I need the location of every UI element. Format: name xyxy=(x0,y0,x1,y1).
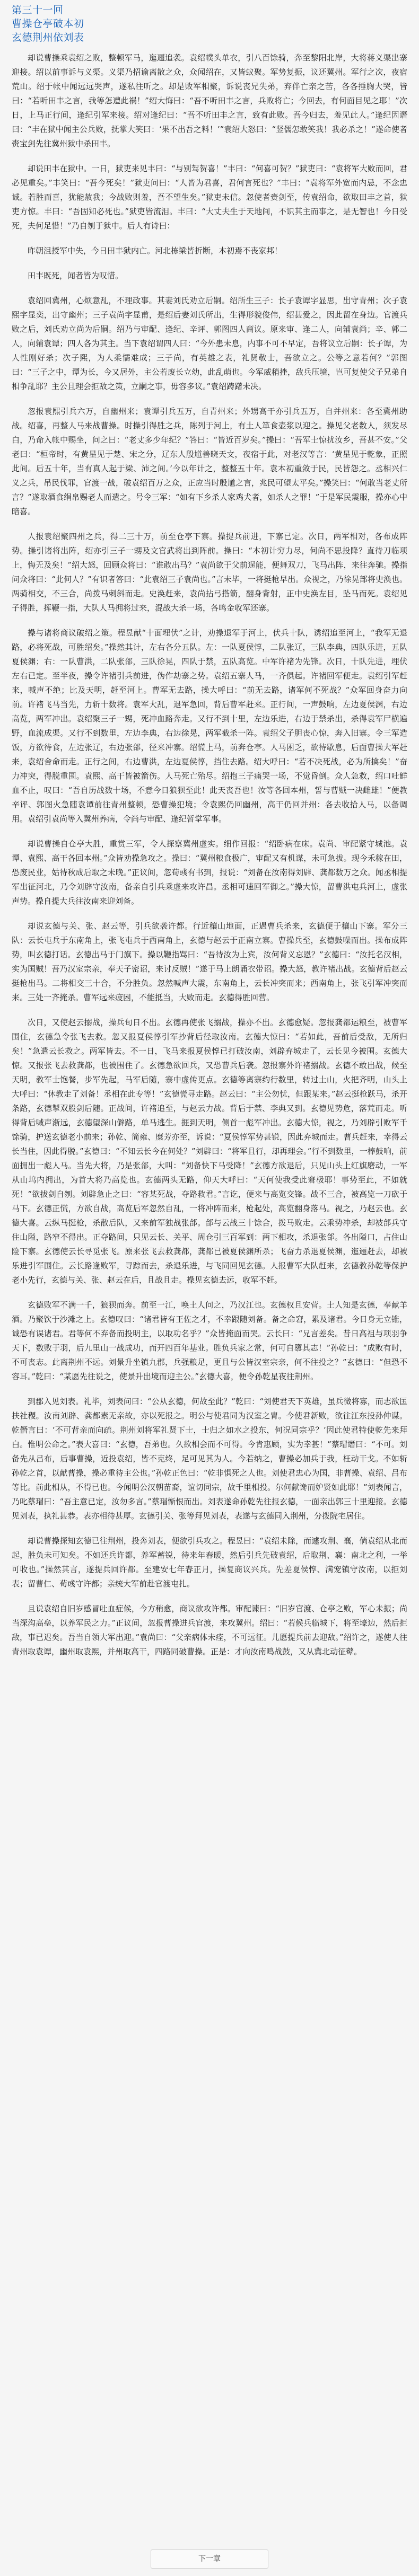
chapter-title-line-2: 玄德荆州依刘表 xyxy=(12,32,84,43)
paragraph: 忽报袁熙引兵六万，自幽州来；袁谭引兵五万，自青州来；外甥高干亦引兵五万，自并州来：各至冀州助战。绍喜，再整人马来战曹操。时操引得胜之兵，陈列于河上，有土人箪食壶浆以迎之。操见父老数人，须发尽白，乃命入帐中赐坐，问之曰：“老丈多少年纪？”答曰：“皆近百岁矣。”操曰：“吾军士惊扰汝乡，吾甚不安。”父老曰：“桓帝时，有黄星见于楚、宋之分，辽东人殷馗善晓天文，夜宿于此，对老汉等言：‘黄星见于乾象，正照此间。后五十年，当有真人起于梁、沛之间。’今以年计之，整整五十年。袁本初重敛于民，民皆怨之。丞相兴仁义之兵，吊民伐罪，官渡一战，破袁绍百万之众，正应当时殷馗之言，兆民可望太平矣。”操笑曰：“何敢当老丈所言？”遂取酒食绢帛赐老人而遣之。号令三军：“如有下乡杀人家鸡犬者，如杀人之罪！”于是军民震服，操亦心中暗喜。 xyxy=(12,407,407,516)
paragraph: 且说袁绍自旧岁感冒吐血症候，今方稍愈，商议欲攻许都。审配谏曰：“旧岁官渡、仓亭之败，军心未振；尚当深沟高垒，以养军民之力。”正议间，忽报曹操进兵官渡，来攻冀州。绍曰：“若候兵临城下，将至壕边，然后拒敌，事已迟矣。吾当自领大军出迎。”袁尚曰：“父亲病体未痊，不可远征。儿愿提兵前去迎敌。”绍许之，遂使人往青州取袁谭，幽州取袁熙，并州取高干，四路同破曹操。正是：才向汝南鸣战鼓，又从冀北动征鼙。 xyxy=(12,1604,407,1656)
paragraph: 田丰既死，闻者皆为叹惜。 xyxy=(28,271,124,280)
next-chapter-button[interactable]: 下一章 xyxy=(151,2549,268,2569)
paragraph: 却说曹操探知玄德已往荆州，投奔刘表，便欲引兵攻之。程昱曰：“袁绍未除，而遽攻荆、襄，倘袁绍从北而起，胜负未可知矣。不如还兵许都，养军蓄锐，待来年春暖，然后引兵先破袁绍，后取荆、襄：南北之利，一举可收也。”操然其言，遂提兵回许都。至建安七年春正月，操复商议兴兵。先差夏侯惇、满宠镇守汝南，以拒刘表；留曹仁、荀彧守许都；亲统大军前赴官渡屯扎。 xyxy=(12,1536,407,1589)
chapter-navigation xyxy=(0,2542,419,2576)
paragraph: 却说曹操乘袁绍之败，整顿军马，迤逦追袭。袁绍幞头单衣，引八百馀骑，奔至黎阳北岸，大将蒋义渠出寨迎接。绍以前事诉与义渠。义渠乃招谕离散之众，众闻绍在，又皆蚁聚。军势复振，议还冀州。军行之次，夜宿荒山。绍于帐中闻远远哭声，遂私往听之。却是败军相聚，诉说丧兄失弟，弃伴亡亲之苦，各各捶胸大哭，皆曰：“若听田丰之言，我等怎遭此祸！”绍大悔曰：“吾不听田丰之言，兵败将亡；今回去，有何面目见之耶！”次日，上马正行间，逢纪引军来接。绍对逢纪曰：“吾不听田丰之言，致有此败。吾今归去，羞见此人。”逢纪因谮曰：“丰在狱中闻主公兵败，抚掌大笑曰：‘果不出吾之料！’”袁绍大怒曰：“竖儒怎敢笑我！我必杀之！”遂命使者赍宝剑先往冀州狱中杀田丰。 xyxy=(12,53,407,148)
chapter-number: 第三十一回 xyxy=(12,4,64,16)
paragraph: 玄德败军不满一千，狼狈而奔。前至一江，唤土人问之，乃汉江也。玄德权且安营。土人知是玄德，奉献羊酒。乃聚饮于沙滩之上。玄德叹曰：“诸君皆有王佐之才，不幸跟随刘备。备之命窘，累及诸君。今日身无立锥，诚恐有误诸君。君等何不弃备而投明主，以取功名乎？”众皆掩面而哭。云长曰：“兄言差矣。昔日高祖与项羽争天下，数败于羽，后九里山一战成功，而开四百年基业。胜负兵家之常，何可自隳其志！”孙乾曰：“成败有时，不可丧志。此离荆州不远。刘景升坐镇九郡，兵强粮足，更且与公皆汉室宗亲，何不往投之？”玄德曰：“但恐不容耳。”乾曰：“某愿先往说之，使景升出境而迎主公。”玄德大喜，便令孙乾星夜往荆州。 xyxy=(12,1300,407,1381)
paragraph: 操与诸将商议破绍之策。程昱献“十面埋伏”之计，劝操退军于河上，伏兵十队，诱绍追至河上，“我军无退路，必将死战，可胜绍矣。”操然其计，左右各分五队。左：一队夏侯惇，二队张辽，三队李典，四队乐进，五队夏侯渊；右：一队曹洪，二队张郃，三队徐晃，四队于禁，五队高览。中军许褚为先锋。次日，十队先进，埋伏左右已定。至半夜，操令许褚引兵前进，伪作劫寨之势。袁绍五寨人马，一齐俱起。许褚回军便走。袁绍引军赶来，喊声不绝；比及天明，赶至河上。曹军无去路，操大呼曰：“前无去路，诸军何不死战？”众军回身奋力向前。许褚飞马当先，力斩十数将。袁军大乱，退军急回，背后曹军赶来。正行间，一声鼓响，左边夏侯渊，右边高览，两军冲出。袁绍聚三子一甥，死冲血路奔走。又行不到十里，左边乐进，右边于禁杀出，杀得袁军尸横遍野，血流成渠。又行不到数里，左边李典，右边徐晃，两军截杀一阵。袁绍父子胆丧心惊，奔入旧寨。令三军造饭，方欲待食，左边张辽，右边张郃，径来冲寨。绍慌上马，前奔仓亭。人马困乏，欲待歇息，后面曹操大军赶来，袁绍舍命而走。正行之间，右边曹洪，左边夏侯惇，挡住去路。绍大呼曰：“若不决死战，必为所擒矣！”奋力冲突，得脱重围。袁熙、高干皆被箭伤。人马死亡殆尽。绍抱三子痛哭一场，不觉昏倒。众人急救，绍口吐鲜血不止，叹曰：“吾自历战数十场，不意今日狼狈至此！此天丧吾也！汝等各回本州，誓与曹贼一决雌雄！”便教辛评、郭图火急随袁谭前往青州整顿，恐曹操犯境；令袁熙仍回幽州，高干仍回并州：各去收拾人马，以备调用。袁绍引袁尚等入冀州养病，令尚与审配、逢纪暂掌军事。 xyxy=(12,628,407,824)
paragraph: 却说曹操自仓亭大胜，重赏三军，令人探察冀州虚实。细作回报：“绍卧病在床。袁尚、审配紧守城池。袁谭、袁熙、高干各回本州。”众皆劝操急攻之。操曰：“冀州粮食极广，审配又有机谋，未可急拔。现今禾稼在田，恐废民业，姑待秋成后取之未晚。”正议间，忽荀彧有书到，报说：“刘备在汝南得刘辟、龚都数万之众。闻丞相提军出征河北，乃令刘辟守汝南，备亲自引兵乘虚来攻许昌。丞相可速回军御之。”操大惊，留曹洪屯兵河上，虚张声势。操自提大兵往汝南来迎刘备。 xyxy=(12,839,407,906)
poem-paragraph: 昨朝沮授军中失，今日田丰狱内亡。河北栋梁皆折断，本初焉不丧家邦！ xyxy=(28,246,283,255)
chapter-body xyxy=(12,51,407,1659)
paragraph: 人报袁绍聚四州之兵，得二三十万，前至仓亭下寨。操提兵前进，下寨已定。次日，两军相对，各布成阵势。操引诸将出阵，绍亦引三子一甥及文官武将出到阵前。操曰：“本初计穷力尽，何尚不思投降？直待刀临项上，悔无及矣！”绍大怒，回顾众将曰：“谁敢出马？”袁尚欲于父前逞能，便舞双刀，飞马出阵，来往奔驰。操指问众将曰：“此何人？”有识者答曰：“此袁绍三子袁尚也。”言未毕，一将挺枪早出。众视之，乃徐晃部将史涣也。两骑相交，不三合，尚拨马刺斜而走。史涣赶来，袁尚拈弓搭箭，翻身背射，正中史涣左目，坠马而死。袁绍见子得胜，挥鞭一指，大队人马拥将过来，混战大杀一场，各鸣金收军还寨。 xyxy=(12,532,407,613)
paragraph: 却说玄德与关、张、赵云等，引兵欲袭许都。行近穰山地面，正遇曹兵杀来，玄德便于穰山下寨。军分三队：云长屯兵于东南角上，张飞屯兵于西南角上，玄德与赵云于正南立寨。曹操兵至，玄德鼓噪而出。操布成阵势，叫玄德打话。玄德出马于门旗下。操以鞭指骂曰：“吾待汝为上宾，汝何背义忘恩？”玄德曰：“汝托名汉相，实为国贼！吾乃汉室宗亲，奉天子密诏，来讨反贼！”遂于马上朗诵衣带诏。操大怒，教许褚出战。玄德背后赵云挺枪出马。二将相交三十合，不分胜负。忽然喊声大震，东南角上，云长冲突而来；西南角上，张飞引军冲突而来。三处一齐掩杀。曹军远来疲困，不能抵当，大败而走。玄德得胜回营。 xyxy=(12,921,407,1002)
paragraph: 次日，又使赵云搦战，操兵旬日不出。玄德再使张飞搦战，操亦不出。玄德愈疑。忽报龚都运粮至，被曹军围住，玄德急令张飞去救。忽又报夏侯惇引军抄背后径取汝南。玄德大惊曰：“若如此，吾前后受敌，无所归矣！”急遣云长救之。两军皆去。不一日，飞马来报夏侯惇已打破汝南，刘辟弃城走了，云长见今被围。玄德大惊。又报张飞去救龚都，也被围住了。玄德急欲回兵，又恐曹兵后袭。忽报寨外许褚搦战。玄德不敢出战，候至天明，教军士饱餐，步军先起，马军后随，寨中虚传更点。玄德等离寨约行数里，转过土山，火把齐明，山头上大呼曰：“休教走了刘备！丞相在此专等！”玄德慌寻走路。赵云曰：“主公勿忧，但跟某来。”赵云挺枪跃马，杀开条路，玄德掣双股剑后随。正战间，许褚追至，与赵云力战。背后于禁、李典又到。玄德见势危，落荒而走。听得背后喊声渐远，玄德望深山僻路，单马逃生。捱到天明，侧首一彪军冲出。玄德大惊，视之，乃刘辟引败军千馀骑，护送玄德老小前来；孙乾、简雍、糜芳亦至，诉说：“夏侯惇军势甚锐，因此弃城而走。曹兵赶来，幸得云长当住，因此得脱。”玄德曰：“不知云长今在何处？”刘辟曰：“将军且行，却再理会。”行不到数里，一棒鼓响，前面拥出一彪人马。当先大将，乃是张郃，大叫：“刘备快下马受降！”玄德方欲退后，只见山头上红旗磨动，一军从山坞内拥出，为首大将乃高览也。玄德两头无路，仰天大呼曰：“天何使我受此窘极耶！事势至此，不如就死！”欲拔剑自刎。刘辟急止之曰：“容某死战，夺路救君。”言讫，便来与高览交锋。战不三合，被高览一刀砍于马下。玄德正慌，方欲自战，高览后军忽然自乱，一将冲阵而来，枪起处，高览翻身落马。视之，乃赵云也。玄德大喜。云纵马挺枪，杀散后队，又来前军独战张郃。郃与云战三十馀合，拨马败走。云乘势冲杀，却被郃兵守住山隘，路窄不得出。正夺路间，只见云长、关平、周仓引三百军到：两下相攻，杀退张郃。各出隘口，占住山险下寨。玄德使云长寻觅张飞。原来张飞去救龚都，龚都已被夏侯渊所杀；飞奋力杀退夏侯渊，迤逦赶去，却被乐进引军围住。云长路逢败军，寻踪而去，杀退乐进，与飞同回见玄德。人报曹军大队赶来，玄德教孙乾等保护老小先行，玄德与关、张、赵云在后，且战且走。操见玄德去远，收军不赶。 xyxy=(12,1018,407,1285)
chapter-title-line-1: 曹操仓亭破本初 xyxy=(12,18,84,30)
paragraph: 到郡入见刘表。礼毕，刘表问曰：“公从玄德，何故至此？”乾曰：“刘使君天下英雄，虽兵微将寡，而志欲匡扶社稷。汝南刘辟、龚都素无亲故，亦以死报之。明公与使君同为汉室之胄。今使君新败，欲往江东投孙仲谋。乾僭言曰：‘不可背亲而向疏。荆州刘将军礼贤下士，士归之如水之投东，何况同宗乎？’因此使君特使乾先来拜白。惟明公命之。”表大喜曰：“玄德，吾弟也。久欲相会而不可得。今肯惠顾，实为幸甚！”蔡瑁谮曰：“不可。刘备先从吕布，后事曹操，近投袁绍，皆不克终，足可见其为人。今若纳之，曹操必加兵于我，枉动干戈。不如斩孙乾之首，以献曹操，操必重待主公也。”孙乾正色曰：“乾非惧死之人也。刘使君忠心为国，非曹操、袁绍、吕布等比。前此相从，不得已也。今闻明公汉朝苗裔，谊切同宗，故千里相投。尔何献谗而妒贤如此耶！”刘表闻言，乃叱蔡瑁曰：“吾主意已定，汝勿多言。”蔡瑁惭恨而出。刘表遂命孙乾先往报玄德，一面亲出郭三十里迎接。玄德见刘表，执礼甚恭。表亦相待甚厚。玄德引关、张等拜见刘表，表遂与玄德同入荆州，分拨院宅居住。 xyxy=(12,1397,407,1521)
chapter-header xyxy=(12,0,407,45)
paragraph: 却说田丰在狱中。一日，狱吏来见丰曰：“与别驾贺喜！”丰曰：“何喜可贺？”狱吏曰：“袁将军大败而回，君必见重矣。”丰笑曰：“吾今死矣！”狱吏问曰：“人皆为君喜，君何言死也？”丰曰：“袁将军外宽而内忌，不念忠诚。若胜而喜，犹能赦我；今战败则羞，吾不望生矣。”狱吏未信。忽使者赍剑至，传袁绍命，欲取田丰之首，狱吏方惊。丰曰：“吾固知必死也。”狱吏皆流泪。丰曰：“大丈夫生于天地间，不识其主而事之，是无智也！今日受死，夫何足惜！”乃自刎于狱中。后人有诗曰： xyxy=(12,164,408,231)
paragraph: 袁绍回冀州，心烦意乱，不理政事。其妻刘氏劝立后嗣。绍所生三子：长子袁谭字显思，出守青州；次子袁熙字显奕，出守幽州；三子袁尚字显甫，是绍后妻刘氏所出，生得形貌俊伟，绍甚爱之，因此留在身边。官渡兵败之后，刘氏劝立尚为后嗣。绍乃与审配、逢纪、辛评、郭图四人商议。原来审、逢二人，向辅袁尚；辛、郭二人，向辅袁谭；四人各为其主。当下袁绍谓四人曰：“今外患未息，内事不可不早定，吾将议立后嗣：长子谭，为人性刚好杀；次子熙，为人柔懦难成；三子尚，有英雄之表，礼贤敬士，吾欲立之。公等之意若何？”郭图曰：“三子之中，谭为长，今又居外，主公若废长立幼，此乱萌也。今军威稍挫，敌兵压境，岂可复使父子兄弟自相争乱耶？主公且理会拒敌之策，立嗣之事，毋容多议。”袁绍踌躇未决。 xyxy=(12,296,407,391)
